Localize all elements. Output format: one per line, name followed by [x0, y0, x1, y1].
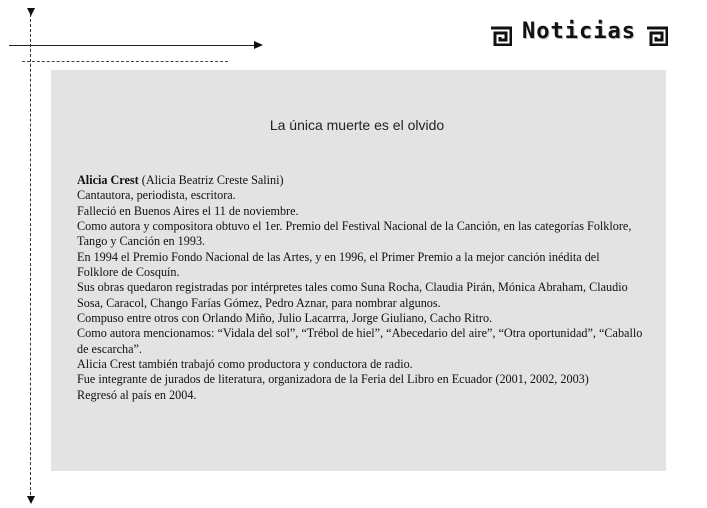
article-line: Cantautora, periodista, escritora.	[77, 188, 236, 203]
section-header	[490, 14, 668, 48]
horizontal-dashed-guide	[22, 61, 228, 62]
article-line: Regresó al país en 2004.	[77, 387, 197, 402]
article-body	[77, 173, 643, 403]
person-full-name: (Alicia Beatriz Creste Salini)	[141, 173, 284, 187]
article-title: La única muerte es el olvido	[269, 117, 445, 133]
article-line: Como autora y compositora obtuvo el 1er. Premio del Festival Nacional de la Canción, en las categorías Folklore, Tango y Canción en 1993.	[77, 219, 632, 249]
article-line: Alicia Crest también trabajó como productora y conductora de radio.	[77, 357, 413, 372]
article-line: Como autora mencionamos: “Vidala del sol”, “Trébol de hiel”, “Abecedario del aire”, “Otra oportunidad”, “Caballo de escarcha”.	[77, 326, 643, 356]
right-arrow-icon	[254, 41, 263, 49]
horizontal-guide-line	[9, 45, 255, 46]
article-line: Compuso entre otros con Orlando Miño, Julio Lacarrra, Jorge Giuliano, Cacho Ritro.	[77, 311, 493, 326]
greek-key-icon	[646, 24, 668, 46]
person-name: Alicia Crest	[77, 173, 139, 187]
article-line: En 1994 el Premio Fondo Nacional de las Artes, y en 1996, el Primer Premio a la mejor canción inédita del Folklore de Cosquín.	[77, 249, 600, 280]
down-arrow-icon	[27, 8, 35, 16]
article-line: Falleció en Buenos Aires el 11 de noviembre.	[77, 203, 299, 218]
article-line: Sus obras quedaron registradas por intérpretes tales como Suna Rocha, Claudia Pirán, Mónica Abraham, Claudio Sosa, Caracol, Chango Farías Gómez, Pedro Aznar, para nombrar algunos.	[77, 280, 628, 310]
article-byline	[77, 173, 643, 188]
article-line: Fue integrante de jurados de literatura, organizadora de la Feria del Libro en Ecuador (2001, 2002, 2003)	[77, 372, 589, 387]
down-arrow-icon	[27, 496, 35, 504]
greek-key-icon	[490, 24, 512, 46]
article-panel	[51, 70, 666, 471]
vertical-dashed-guide	[30, 14, 31, 500]
section-title: Noticias	[522, 18, 636, 44]
